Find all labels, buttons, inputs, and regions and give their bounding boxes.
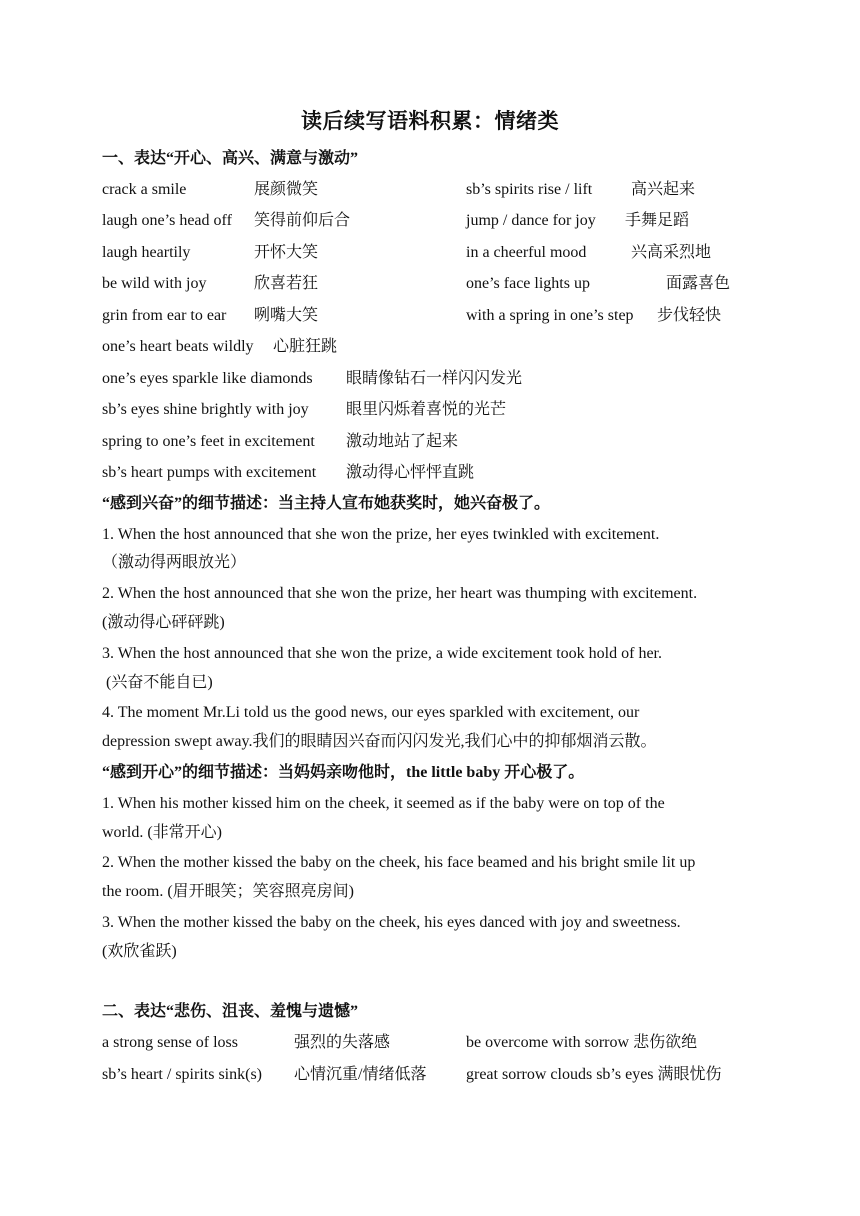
phrase-en: grin from ear to ear <box>102 307 227 324</box>
example-sentence: 1. When his mother kissed him on the cheek, it seemed as if the baby were on top of the <box>102 795 665 812</box>
phrase-en: spring to one’s feet in excitement <box>102 433 315 450</box>
page-title: 读后续写语料积累：情绪类 <box>301 109 559 133</box>
example-translation: the room. (眉开眼笑；笑容照亮房间) <box>102 883 354 900</box>
example-sentence: 1. When the host announced that she won the prize, her eyes twinkled with excitement. <box>102 526 660 543</box>
phrase-zh: 手舞足蹈 <box>625 212 690 229</box>
phrase-zh: 兴高采烈地 <box>631 244 712 261</box>
section2-heading: 二、表达“悲伤、沮丧、羞愧与遗憾” <box>102 1003 359 1020</box>
phrase-zh: 欣喜若狂 <box>254 275 319 292</box>
phrase-en: sb’s heart pumps with excitement <box>102 464 317 481</box>
phrase-en: with a spring in one’s step <box>466 307 634 324</box>
phrase-en: one’s face lights up <box>466 275 590 292</box>
phrase-zh: 心脏狂跳 <box>273 338 338 355</box>
phrase-zh: 心情沉重/情绪低落 <box>294 1066 427 1083</box>
phrase-en: be overcome with sorrow 悲伤欲绝 <box>466 1034 698 1051</box>
phrase-en: great sorrow clouds sb’s eyes 满眼忧伤 <box>466 1066 722 1083</box>
phrase-en: sb’s spirits rise / lift <box>466 181 593 198</box>
phrase-en: sb’s eyes shine brightly with joy <box>102 401 309 418</box>
phrase-zh: 强烈的失落感 <box>294 1034 391 1051</box>
phrase-en: jump / dance for joy <box>466 212 596 229</box>
phrase-en: one’s eyes sparkle like diamonds <box>102 370 313 387</box>
phrase-en: laugh heartily <box>102 244 191 261</box>
phrase-zh: 面露喜色 <box>666 275 731 292</box>
phrase-en: one’s heart beats wildly <box>102 338 254 355</box>
phrase-zh: 展颜微笑 <box>254 181 319 198</box>
phrase-en: sb’s heart / spirits sink(s) <box>102 1066 262 1083</box>
phrase-zh: 眼睛像钻石一样闪闪发光 <box>346 370 523 387</box>
phrase-zh: 激动得心怦怦直跳 <box>346 464 475 481</box>
example-translation: world. (非常开心) <box>102 824 222 841</box>
example-sentence: 2. When the mother kissed the baby on the cheek, his face beamed and his bright smile lit up <box>102 854 696 871</box>
example-translation: (激动得心砰砰跳) <box>102 614 225 631</box>
phrase-en: in a cheerful mood <box>466 244 587 261</box>
example-sentence: 2. When the host announced that she won the prize, her heart was thumping with excitement. <box>102 585 698 602</box>
phrase-zh: 眼里闪烁着喜悦的光芒 <box>346 401 507 418</box>
phrase-zh: 高兴起来 <box>631 181 696 198</box>
example-translation: (兴奋不能自已) <box>102 674 213 691</box>
phrase-en: a strong sense of loss <box>102 1034 238 1051</box>
phrase-en: laugh one’s head off <box>102 212 232 229</box>
example-sentence: 4. The moment Mr.Li told us the good news, our eyes sparkled with excitement, our <box>102 704 640 721</box>
section1-heading: 一、表达“开心、高兴、满意与激动” <box>102 150 359 167</box>
phrase-zh: 咧嘴大笑 <box>254 307 319 324</box>
excited-heading: “感到兴奋”的细节描述：当主持人宣布她获奖时，她兴奋极了。 <box>102 495 551 512</box>
happy-heading: “感到开心”的细节描述：当妈妈亲吻他时，the little baby 开心极了。 <box>102 764 585 781</box>
phrase-zh: 笑得前仰后合 <box>254 212 351 229</box>
phrase-zh: 激动地站了起来 <box>346 433 459 450</box>
phrase-en: be wild with joy <box>102 275 207 292</box>
example-translation: (欢欣雀跃) <box>102 943 177 960</box>
example-translation: depression swept away.我们的眼睛因兴奋而闪闪发光,我们心中的抑郁烟消云散。 <box>102 733 657 750</box>
example-translation: （激动得两眼放光） <box>102 554 247 571</box>
example-sentence: 3. When the mother kissed the baby on the cheek, his eyes danced with joy and sweetness. <box>102 914 681 931</box>
phrase-en: crack a smile <box>102 181 187 198</box>
phrase-zh: 步伐轻快 <box>657 307 722 324</box>
example-sentence: 3. When the host announced that she won the prize, a wide excitement took hold of her. <box>102 645 662 662</box>
phrase-zh: 开怀大笑 <box>254 244 319 261</box>
